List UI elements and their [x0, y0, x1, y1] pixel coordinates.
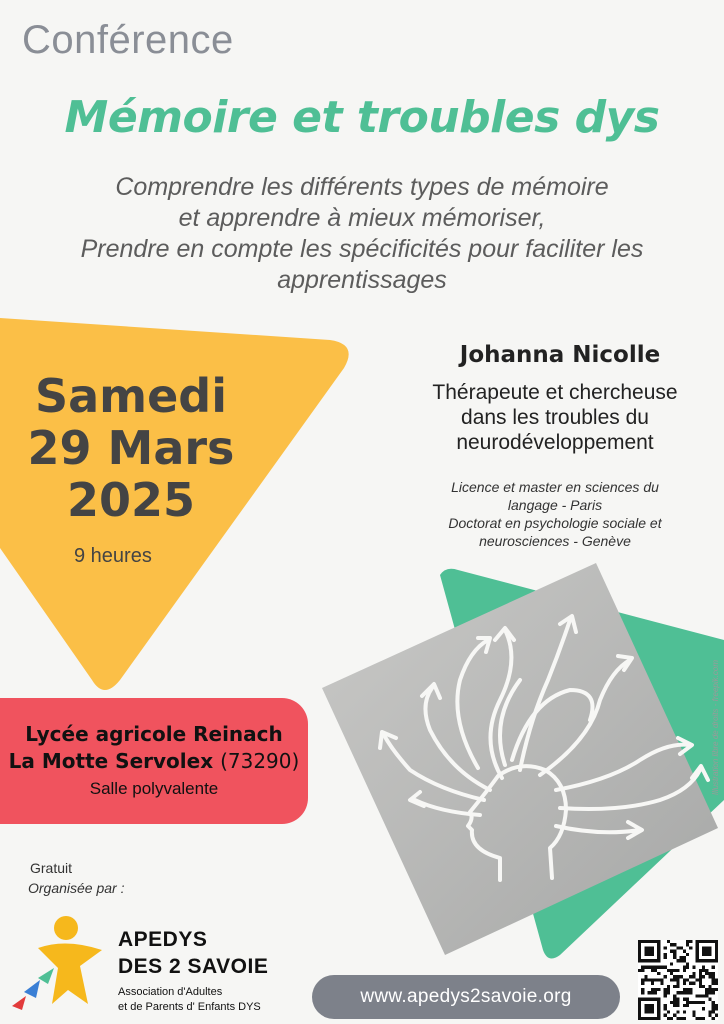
venue-card: [0, 698, 308, 824]
speaker-role-line: neurodéveloppement: [456, 431, 654, 454]
speaker-role-line: dans les troubles du: [461, 406, 649, 429]
subtitle-line: Prendre en compte les spécificités pour faciliter les: [80, 235, 644, 263]
qr-code-icon[interactable]: [638, 940, 718, 1020]
event-year: 2025: [66, 473, 196, 527]
kicker-label: Conférence: [22, 18, 234, 62]
speaker-cv-line: neurosciences - Genève: [479, 533, 631, 549]
event-date-day-month: 29 Mars: [27, 421, 235, 475]
org-description: Association d'Adultes: [118, 986, 223, 998]
speaker-role-line: Thérapeute et chercheuse: [432, 381, 678, 404]
page-title: Mémoire et troubles dys: [64, 92, 660, 143]
venue-name: Lycée agricole Reinach: [25, 722, 283, 746]
venue-room: Salle polyvalente: [89, 779, 219, 798]
speaker-cv-line: langage - Paris: [507, 497, 603, 513]
organised-by-label: Organisée par :: [28, 880, 125, 896]
subtitle-line: apprentissages: [277, 266, 447, 294]
speaker-cv-line: Doctorat en psychologie sociale et: [448, 515, 662, 531]
apedys-logo-icon: [8, 908, 118, 1018]
event-day: Samedi: [35, 369, 227, 423]
venue-city: La Motte Servolex: [8, 749, 214, 773]
illustration-credit: Illustration libre de droits - freepik.com: [711, 660, 720, 796]
event-time: 9 heures: [74, 545, 152, 567]
org-name: APEDYS: [118, 928, 208, 951]
venue-postcode: (73290): [220, 749, 300, 773]
speaker-cv-line: Licence et master en sciences du: [451, 479, 659, 495]
subtitle-line: Comprendre les différents types de mémoire: [115, 173, 609, 201]
venue-city-line: [0, 749, 308, 773]
subtitle-line: et apprendre à mieux mémoriser,: [178, 204, 546, 232]
price-label: Gratuit: [30, 860, 73, 876]
org-name: DES 2 SAVOIE: [118, 955, 269, 978]
speaker-name: Johanna Nicolle: [459, 342, 661, 368]
org-description: et de Parents d' Enfants DYS: [118, 1001, 261, 1013]
website-link[interactable]: www.apedys2savoie.org: [312, 975, 620, 1019]
